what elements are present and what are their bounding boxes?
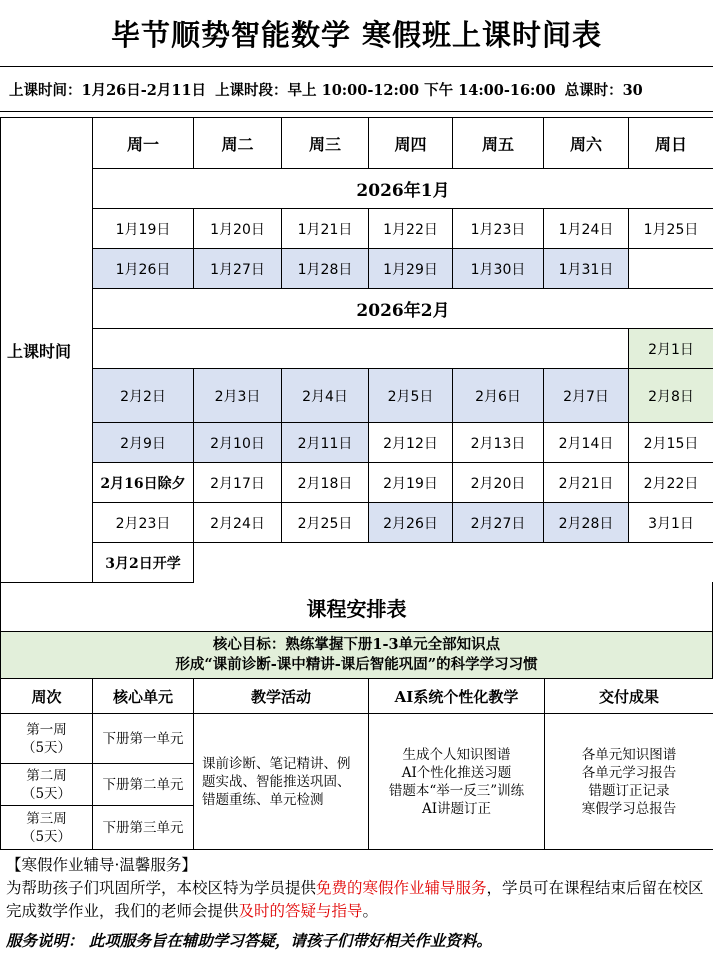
date-cell: 1月24日 xyxy=(544,209,629,249)
date-cell: 3月1日 xyxy=(629,503,713,543)
week-label: 第三周 xyxy=(26,810,67,827)
date-cell: 2月20日 xyxy=(453,463,544,503)
calendar-row xyxy=(1,463,713,503)
class-date-cell: 1月31日 xyxy=(544,249,629,289)
class-date-cell: 1月27日 xyxy=(194,249,282,289)
weekday-header: 周日 xyxy=(629,118,713,169)
calendar-row xyxy=(1,329,713,369)
ai-line: 生成个人知识图谱 xyxy=(402,746,511,763)
column-header: 核心单元 xyxy=(93,679,194,714)
class-info-bar xyxy=(0,66,713,112)
ai-line: AI个性化推送习题 xyxy=(401,764,512,781)
date-cell: 2月25日 xyxy=(282,503,369,543)
goal-line: 形成“课前诊断-课中精讲-课后智能巩固”的科学学习习惯 xyxy=(175,656,538,673)
calendar-row xyxy=(1,423,713,463)
school-start-cell: 3月2日开学 xyxy=(93,543,194,583)
unit-cell: 下册第一单元 xyxy=(93,714,194,764)
date-cell: 2月13日 xyxy=(453,423,544,463)
column-header: 周次 xyxy=(1,679,93,714)
week-cell xyxy=(1,764,93,806)
table-row xyxy=(1,714,713,764)
class-date-cell: 2月6日 xyxy=(453,369,544,423)
calendar-row xyxy=(1,249,713,289)
date-cell: 2月12日 xyxy=(369,423,453,463)
calendar-row xyxy=(1,209,713,249)
class-date-cell: 1月29日 xyxy=(369,249,453,289)
week-label: 第一周 xyxy=(26,721,67,738)
date-cell: 2月23日 xyxy=(93,503,194,543)
weekday-header: 周二 xyxy=(194,118,282,169)
service-heading: 【寒假作业辅导·温馨服务】 xyxy=(6,856,197,874)
calendar-row xyxy=(1,369,713,423)
class-time-slots: 上课时段：早上 10:00-12:00 下午 14:00-16:00 xyxy=(215,81,556,99)
calendar-row xyxy=(1,503,713,543)
page-title: 毕节顺势智能数学 寒假班上课时间表 xyxy=(110,17,603,52)
date-cell xyxy=(629,249,713,289)
weekday-header: 周四 xyxy=(369,118,453,169)
class-date-cell: 2月3日 xyxy=(194,369,282,423)
unit-cell: 下册第三单元 xyxy=(93,806,194,850)
week-cell xyxy=(1,806,93,850)
week-cell xyxy=(1,714,93,764)
result-line: 寒假学习总报告 xyxy=(581,800,677,817)
date-cell: 1月22日 xyxy=(369,209,453,249)
holiday-date-cell: 2月1日 xyxy=(629,329,713,369)
schedule-table xyxy=(0,678,713,850)
date-cell: 1月25日 xyxy=(629,209,713,249)
weekday-row xyxy=(1,118,713,169)
total-hours: 总课时：30 xyxy=(564,81,643,99)
service-note-text: 此项服务旨在辅助学习答疑，请孩子们带好相关作业资料。 xyxy=(88,931,492,950)
calendar-table xyxy=(0,117,713,583)
service-highlight: 免费的寒假作业辅导服务 xyxy=(316,879,487,897)
service-note-label: 服务说明： xyxy=(6,931,84,950)
side-label: 上课时间 xyxy=(1,118,93,583)
class-date-cell: 2月7日 xyxy=(544,369,629,423)
service-text: ，学员可在课程结束后留在校区完成数学作业，我们的老师会提供 xyxy=(6,879,704,920)
weekday-header: 周五 xyxy=(453,118,544,169)
weekday-header: 周三 xyxy=(282,118,369,169)
week-days: （5天） xyxy=(21,739,72,756)
result-line: 错题订正记录 xyxy=(588,782,670,799)
class-date-cell: 2月11日 xyxy=(282,423,369,463)
date-cell: 2月21日 xyxy=(544,463,629,503)
highlight-date-cell: 2月26日 xyxy=(369,503,453,543)
ai-teaching-cell xyxy=(369,714,545,850)
date-cell-eve: 2月16日除夕 xyxy=(93,463,194,503)
week-days: （5天） xyxy=(21,828,72,845)
class-date-cell: 2月9日 xyxy=(93,423,194,463)
class-date-cell: 2月10日 xyxy=(194,423,282,463)
month-label-jan: 2026年1月 xyxy=(93,169,713,209)
service-highlight: 及时的答疑与指导 xyxy=(238,902,363,920)
column-header: 交付成果 xyxy=(545,679,713,714)
service-note xyxy=(6,929,711,952)
service-text: 。 xyxy=(362,902,379,920)
date-cell: 2月18日 xyxy=(282,463,369,503)
unit-cell: 下册第二单元 xyxy=(93,764,194,806)
calendar-row xyxy=(1,543,713,583)
column-header: AI系统个性化教学 xyxy=(369,679,545,714)
ai-line: 错题本“举一反三”训练 xyxy=(388,782,525,799)
goal-line: 核心目标：熟练掌握下册1-3单元全部知识点 xyxy=(212,636,501,653)
highlight-date-cell: 2月28日 xyxy=(544,503,629,543)
month-label-feb: 2026年2月 xyxy=(93,289,713,329)
class-date-cell: 1月30日 xyxy=(453,249,544,289)
result-line: 各单元知识图谱 xyxy=(581,746,677,763)
date-cell: 2月15日 xyxy=(629,423,713,463)
schedule-title: 课程安排表 xyxy=(0,582,713,632)
date-cell: 2月19日 xyxy=(369,463,453,503)
empty-area xyxy=(194,543,713,583)
date-cell: 1月23日 xyxy=(453,209,544,249)
class-date-cell: 1月26日 xyxy=(93,249,194,289)
class-date-cell: 2月4日 xyxy=(282,369,369,423)
service-text: 为帮助孩子们巩固所学，本校区特为学员提供 xyxy=(6,879,317,897)
class-date-cell: 1月28日 xyxy=(282,249,369,289)
date-cell: 1月20日 xyxy=(194,209,282,249)
column-header: 教学活动 xyxy=(194,679,369,714)
core-goal-banner xyxy=(0,631,713,679)
date-cell: 2月17日 xyxy=(194,463,282,503)
date-cell: 1月19日 xyxy=(93,209,194,249)
class-date-cell: 2月2日 xyxy=(93,369,194,423)
ai-line: AI讲题订正 xyxy=(421,800,492,817)
results-cell xyxy=(545,714,713,850)
date-cell: 1月21日 xyxy=(282,209,369,249)
date-cell: 2月14日 xyxy=(544,423,629,463)
week-label: 第二周 xyxy=(26,767,67,784)
class-period: 上课时间：1月26日-2月11日 xyxy=(9,81,207,99)
date-cell: 2月24日 xyxy=(194,503,282,543)
weekday-header: 周六 xyxy=(544,118,629,169)
week-days: （5天） xyxy=(21,785,72,802)
result-line: 各单元学习报告 xyxy=(581,764,677,781)
holiday-date-cell: 2月8日 xyxy=(629,369,713,423)
class-date-cell: 2月5日 xyxy=(369,369,453,423)
empty-date-span xyxy=(93,329,629,369)
date-cell: 2月22日 xyxy=(629,463,713,503)
service-paragraph xyxy=(6,877,711,923)
highlight-date-cell: 2月27日 xyxy=(453,503,544,543)
activities-cell: 课前诊断、笔记精讲、例题实战、智能推送巩固、错题重练、单元检测 xyxy=(194,714,369,850)
weekday-header: 周一 xyxy=(93,118,194,169)
